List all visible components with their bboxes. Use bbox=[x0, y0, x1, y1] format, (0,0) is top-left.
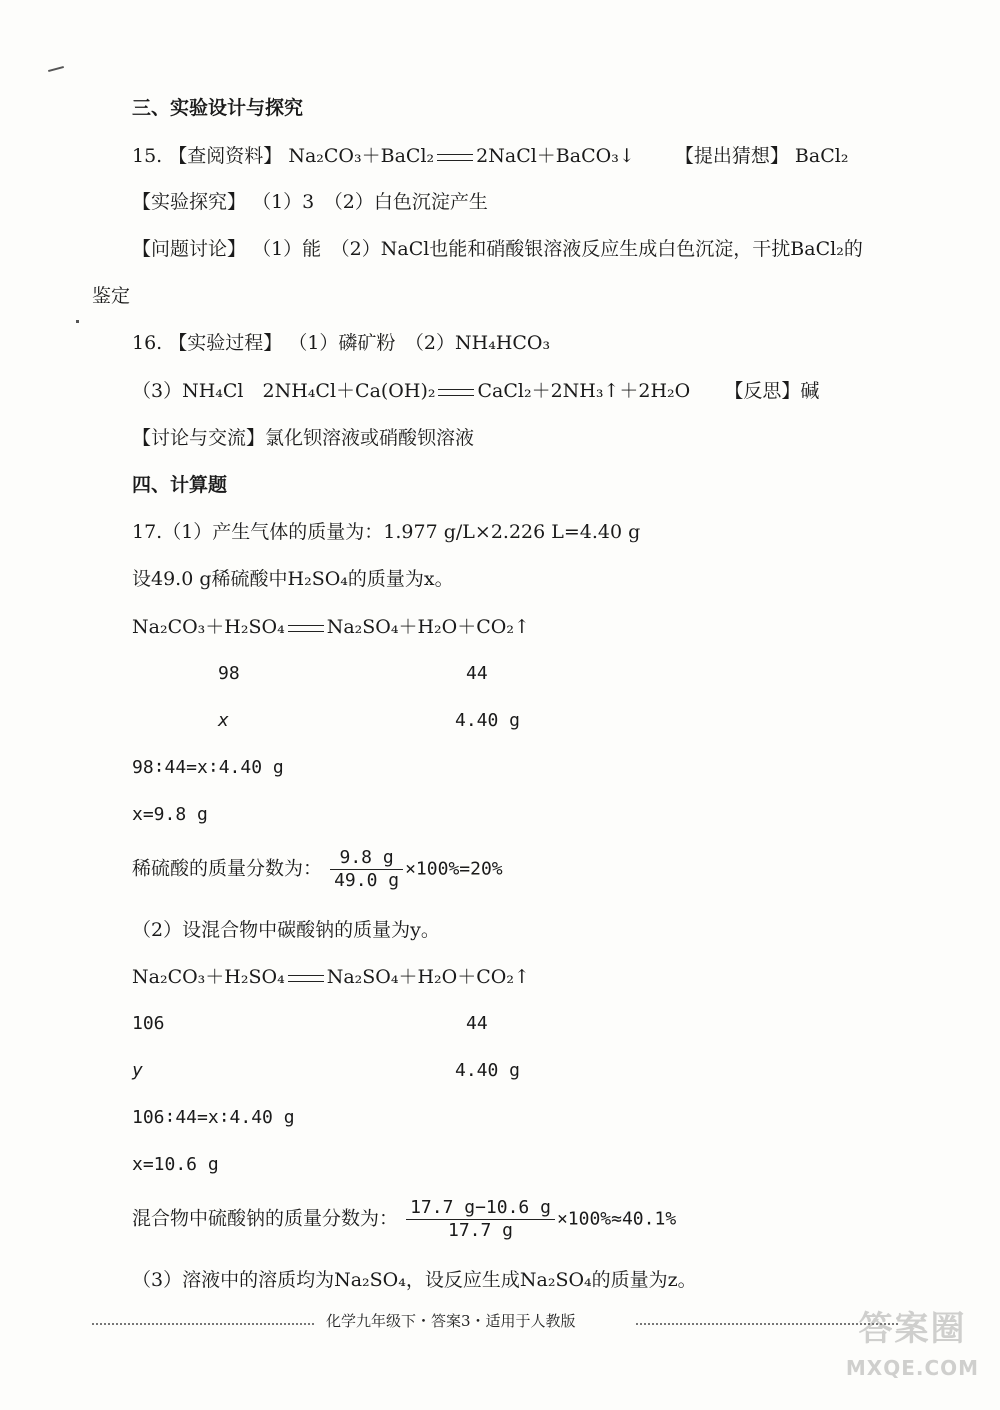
q17-unknown-x: x bbox=[218, 710, 229, 731]
q17-fraction-1-tail: ×100%=20% bbox=[405, 858, 503, 880]
q17-value-440: 4.40 g bbox=[455, 710, 521, 731]
footer-text: 化学九年级下・答案3・适用于人教版 bbox=[326, 1312, 576, 1330]
q16-number: 16. bbox=[132, 332, 163, 354]
q17-mass-44: 44 bbox=[466, 663, 488, 684]
q16-reflect: 碱 bbox=[800, 380, 820, 402]
q16-line-2 bbox=[132, 379, 819, 403]
q17-fraction-1-line bbox=[132, 847, 503, 892]
scan-dot bbox=[76, 320, 79, 323]
q15-tag-discussion: 【问题讨论】 bbox=[132, 238, 247, 260]
q17-x-result: x=9.8 g bbox=[132, 804, 208, 825]
q17-eq1-right: Na₂SO₄＋H₂O＋CO₂↑ bbox=[326, 616, 530, 638]
q17-fraction-2-line bbox=[132, 1197, 676, 1242]
q16-tag-discuss: 【讨论与交流】 bbox=[132, 427, 266, 449]
q17-part-3: （3）溶液中的溶质均为Na₂SO₄，设反应生成Na₂SO₄的质量为z。 bbox=[132, 1269, 697, 1291]
q17-fraction-1 bbox=[330, 847, 403, 892]
watermark-logo bbox=[830, 1305, 995, 1405]
watermark-top-text: 答案圈 bbox=[858, 1309, 967, 1349]
q17-fraction-1-denominator: 49.0 g bbox=[334, 870, 400, 891]
q15-experiment: （1）3 （2）白色沉淀产生 bbox=[252, 191, 488, 213]
q17-ratio-2: 106∶44=x∶4.40 g bbox=[132, 1107, 295, 1128]
q17-mass-106: 106 bbox=[132, 1013, 165, 1034]
q15-discussion: （1）能 （2）NaCl也能和硝酸银溶液反应生成白色沉淀，干扰BaCl₂的 bbox=[252, 238, 863, 260]
equals-double-line bbox=[438, 389, 474, 396]
q16-line-1 bbox=[132, 331, 550, 355]
q17-mass-98: 98 bbox=[218, 663, 240, 684]
section-3-title: 三、实验设计与探究 bbox=[132, 97, 304, 119]
q15-line-1 bbox=[132, 144, 848, 168]
q15-guess: BaCl₂ bbox=[794, 145, 849, 167]
q15-number: 15. bbox=[132, 145, 163, 167]
watermark-url: MXQE.COM bbox=[845, 1356, 980, 1380]
q17-eq1-left: Na₂CO₃＋H₂SO₄ bbox=[132, 616, 285, 638]
q17-fraction-2 bbox=[406, 1197, 555, 1242]
q16-line-3 bbox=[132, 426, 474, 450]
footer-dotted-rule-left bbox=[92, 1323, 314, 1325]
q17-fraction-2-numerator: 17.7 g−10.6 g bbox=[406, 1197, 555, 1220]
q15-equation-left: Na₂CO₃＋BaCl₂ bbox=[288, 145, 435, 167]
q17-fraction-1-numerator: 9.8 g bbox=[330, 847, 403, 870]
q15-tag-guess: 【提出猜想】 bbox=[674, 145, 789, 167]
q16-discuss: 氯化钡溶液或硝酸钡溶液 bbox=[265, 427, 475, 449]
q15-line-4: 鉴定 bbox=[92, 285, 131, 307]
q17-part-2: （2）设混合物中碳酸钠的质量为y。 bbox=[132, 919, 440, 941]
q15-tag-experiment: 【实验探究】 bbox=[132, 191, 247, 213]
q17-mass-44-b: 44 bbox=[466, 1013, 488, 1034]
equals-double-line bbox=[437, 154, 473, 161]
q17-ratio-1: 98∶44=x∶4.40 g bbox=[132, 757, 284, 778]
q17-unknown-y: y bbox=[132, 1060, 143, 1081]
q16-reaction-left: （3）NH₄Cl 2NH₄Cl＋Ca(OH)₂ bbox=[132, 380, 436, 402]
q17-value-440-b: 4.40 g bbox=[455, 1060, 521, 1081]
q15-equation-right: 2NaCl＋BaCO₃↓ bbox=[476, 145, 635, 167]
scan-mark bbox=[48, 66, 64, 72]
q15-tag-lookup: 【查阅资料】 bbox=[168, 145, 283, 167]
q17-fraction-2-denominator: 17.7 g bbox=[447, 1220, 514, 1241]
q17-eq2-right: Na₂SO₄＋H₂O＋CO₂↑ bbox=[326, 966, 530, 988]
q17-fraction-2-tail: ×100%≈40.1% bbox=[556, 1208, 677, 1230]
q17-let-x: 设49.0 g稀硫酸中H₂SO₄的质量为x。 bbox=[132, 568, 454, 590]
q15-line-2 bbox=[132, 190, 488, 214]
q16-tag-reflect: 【反思】 bbox=[724, 380, 801, 402]
section-4-title: 四、计算题 bbox=[132, 474, 228, 496]
q17-x-result-2: x=10.6 g bbox=[132, 1154, 219, 1175]
q17-fraction-1-label: 稀硫酸的质量分数为： bbox=[132, 857, 323, 880]
q17-eq2-left: Na₂CO₃＋H₂SO₄ bbox=[132, 966, 285, 988]
q17-equation-2 bbox=[132, 965, 530, 989]
equals-double-line bbox=[288, 625, 324, 632]
q17-equation-1 bbox=[132, 615, 530, 639]
q16-process: （1）磷矿粉 （2）NH₄HCO₃ bbox=[288, 332, 551, 354]
q16-reaction-right: CaCl₂＋2NH₃↑＋2H₂O bbox=[477, 380, 691, 402]
equals-double-line bbox=[288, 975, 324, 982]
q17-part-1: 17.（1）产生气体的质量为：1.977 g/L×2.226 L=4.40 g bbox=[132, 521, 641, 543]
q16-tag-process: 【实验过程】 bbox=[168, 332, 283, 354]
q15-line-3 bbox=[132, 237, 863, 261]
q17-fraction-2-label: 混合物中硫酸钠的质量分数为： bbox=[132, 1207, 399, 1230]
